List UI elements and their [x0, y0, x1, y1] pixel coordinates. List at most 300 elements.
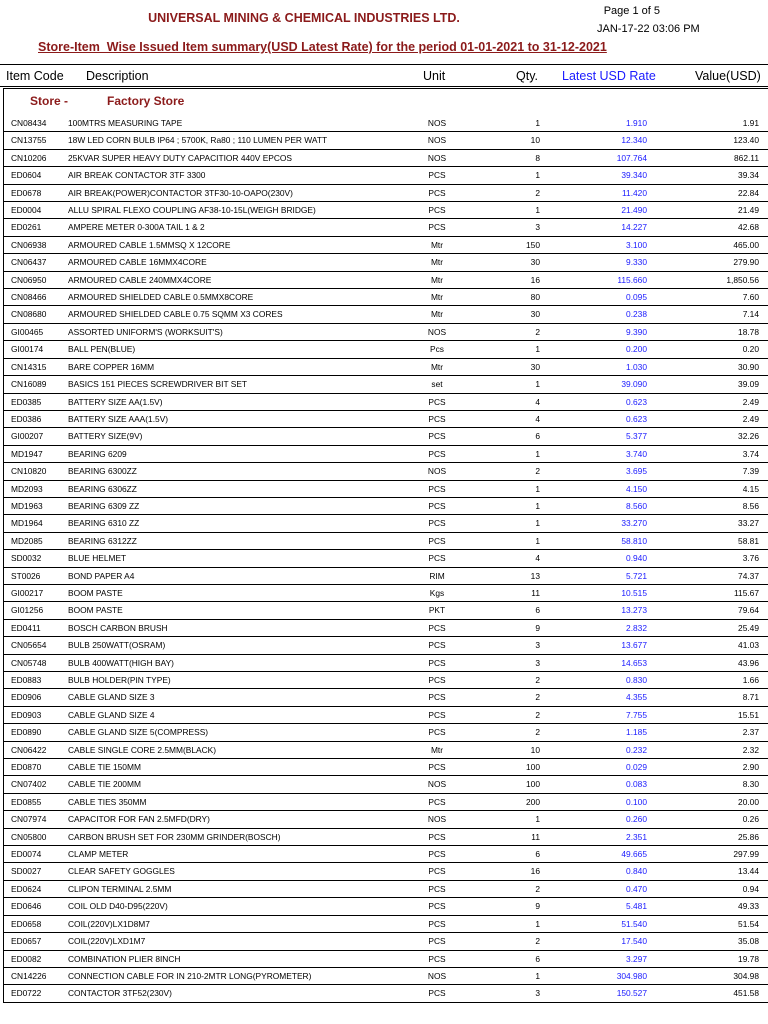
- item-qty: 9: [535, 901, 540, 912]
- item-code: ED0082: [11, 953, 42, 964]
- item-value: 25.49: [738, 622, 759, 633]
- table-row: [4, 411, 768, 428]
- item-qty: 30: [530, 257, 540, 268]
- table-row: [4, 620, 768, 637]
- item-description: COIL OLD D40-D95(220V): [68, 901, 168, 912]
- item-unit: Mtr: [430, 292, 444, 303]
- item-value: 32.26: [738, 431, 759, 442]
- table-row: [4, 846, 768, 863]
- item-description: BEARING 6306ZZ: [68, 483, 137, 494]
- item-description: BULB 400WATT(HIGH BAY): [68, 657, 174, 668]
- item-description: CLAMP METER: [68, 849, 129, 860]
- item-code: ED0870: [11, 762, 42, 773]
- table-row: [4, 707, 768, 724]
- item-unit: PCS: [428, 727, 446, 738]
- item-value: 20.00: [738, 796, 759, 807]
- item-description: ASSORTED UNIFORM'S (WORKSUIT'S): [68, 326, 223, 337]
- item-rate: 107.764: [616, 152, 647, 163]
- table-row: [4, 498, 768, 515]
- company-name: UNIVERSAL MINING & CHEMICAL INDUSTRIES LTD.: [148, 11, 460, 25]
- item-qty: 3: [535, 988, 540, 999]
- item-unit: NOS: [427, 466, 447, 477]
- item-code: GI00174: [11, 344, 44, 355]
- table-row: [4, 689, 768, 706]
- item-description: COIL(220V)LXD1M7: [68, 936, 146, 947]
- table-row: [4, 985, 768, 1002]
- item-qty: 1: [535, 118, 540, 128]
- item-value: 0.26: [742, 814, 759, 825]
- item-code: CN05654: [11, 640, 47, 651]
- item-value: 3.74: [742, 448, 759, 459]
- item-code: CN06950: [11, 274, 47, 285]
- item-description: BATTERY SIZE(9V): [68, 431, 143, 442]
- item-description: BOSCH CARBON BRUSH: [68, 622, 168, 633]
- item-rate: 17.540: [621, 936, 647, 947]
- item-code: CN16089: [11, 379, 47, 390]
- item-code: MD2093: [11, 483, 43, 494]
- store-name: Factory Store: [107, 94, 185, 108]
- item-value: 3.76: [742, 553, 759, 564]
- item-qty: 1: [535, 814, 540, 825]
- item-value: 8.30: [742, 779, 759, 790]
- item-description: BOOM PASTE: [68, 587, 123, 598]
- item-code: ED0890: [11, 727, 42, 738]
- item-description: CONTACTOR 3TF52(230V): [68, 988, 172, 999]
- item-code: ED0624: [11, 883, 42, 894]
- table-row: [4, 132, 768, 149]
- table-row: [4, 359, 768, 376]
- item-description: 100MTRS MEASURING TAPE: [68, 118, 183, 128]
- item-unit: PCS: [428, 692, 446, 703]
- table-row: [4, 463, 768, 480]
- table-row: [4, 341, 768, 358]
- item-rate: 0.029: [626, 762, 647, 773]
- table-row: [4, 724, 768, 741]
- page-number: Page 1 of 5: [603, 5, 660, 17]
- item-unit: PCS: [428, 518, 446, 529]
- item-value: 43.96: [738, 657, 759, 668]
- item-rate: 33.270: [621, 518, 647, 529]
- item-qty: 1: [535, 448, 540, 459]
- item-rate: 0.840: [626, 866, 647, 877]
- item-value: 42.68: [738, 222, 759, 233]
- table-row: [4, 481, 768, 498]
- item-rate: 0.260: [626, 814, 647, 825]
- item-unit: PCS: [428, 883, 446, 894]
- item-value: 1.91: [742, 118, 759, 128]
- item-rate: 9.390: [626, 326, 647, 337]
- item-rate: 3.100: [626, 239, 647, 250]
- col-header-value: Value(USD): [695, 69, 761, 83]
- item-unit: PCS: [428, 831, 446, 842]
- item-rate: 5.721: [626, 570, 647, 581]
- item-qty: 1: [535, 483, 540, 494]
- item-value: 4.15: [742, 483, 759, 494]
- item-unit: PCS: [428, 553, 446, 564]
- col-header-unit: Unit: [423, 69, 446, 83]
- item-qty: 2: [535, 466, 540, 477]
- table-row: [4, 881, 768, 898]
- item-rate: 49.665: [621, 849, 647, 860]
- item-code: CN06422: [11, 744, 47, 755]
- table-row: [4, 968, 768, 985]
- item-value: 451.58: [733, 988, 759, 999]
- item-value: 304.98: [733, 970, 759, 981]
- item-unit: PCS: [428, 640, 446, 651]
- item-description: BOND PAPER A4: [68, 570, 135, 581]
- table-row: [4, 394, 768, 411]
- item-description: BULB HOLDER(PIN TYPE): [68, 675, 171, 685]
- table-row: [4, 672, 768, 689]
- item-description: CABLE TIE 200MM: [68, 779, 141, 790]
- item-value: 1.66: [742, 675, 759, 685]
- item-rate: 39.340: [621, 170, 647, 181]
- item-value: 0.20: [742, 344, 759, 355]
- item-rate: 12.340: [621, 135, 647, 146]
- item-code: ED0906: [11, 692, 42, 703]
- item-rate: 14.227: [621, 222, 647, 233]
- item-code: CN08680: [11, 309, 47, 320]
- item-unit: PCS: [428, 431, 446, 442]
- item-description: AMPERE METER 0-300A TAIL 1 & 2: [68, 222, 205, 233]
- item-qty: 100: [526, 762, 540, 773]
- table-row: [4, 219, 768, 236]
- item-qty: 8: [535, 152, 540, 163]
- item-code: CN06938: [11, 239, 47, 250]
- item-unit: Pcs: [430, 344, 444, 355]
- item-code: ED0385: [11, 396, 42, 407]
- table-row: [4, 167, 768, 184]
- item-rate: 150.527: [616, 988, 647, 999]
- item-code: CN13755: [11, 135, 47, 146]
- item-description: ARMOURED SHIELDED CABLE 0.5MMX8CORE: [68, 292, 254, 303]
- item-value: 49.33: [738, 901, 759, 912]
- item-description: COIL(220V)LX1D8M7: [68, 918, 150, 929]
- item-unit: PCS: [428, 413, 446, 424]
- item-qty: 1: [535, 344, 540, 355]
- item-description: CAPACITOR FOR FAN 2.5MFD(DRY): [68, 814, 210, 825]
- col-header-code: Item Code: [6, 69, 64, 83]
- item-unit: PCS: [428, 396, 446, 407]
- item-rate: 4.150: [626, 483, 647, 494]
- item-qty: 1: [535, 379, 540, 390]
- item-qty: 2: [535, 727, 540, 738]
- item-qty: 6: [535, 431, 540, 442]
- item-unit: NOS: [427, 135, 447, 146]
- table-row: [4, 776, 768, 793]
- item-rate: 1.910: [626, 118, 647, 128]
- item-unit: PCS: [428, 483, 446, 494]
- item-rate: 7.755: [626, 709, 647, 720]
- item-code: ED0658: [11, 918, 42, 929]
- item-qty: 11: [531, 587, 540, 598]
- item-value: 0.94: [742, 883, 759, 894]
- table-row: [4, 655, 768, 672]
- item-code: GI00217: [11, 587, 44, 598]
- item-value: 123.40: [733, 135, 759, 146]
- item-unit: PCS: [428, 796, 446, 807]
- table-row: [4, 254, 768, 271]
- item-description: BATTERY SIZE AA(1.5V): [68, 396, 163, 407]
- item-unit: PCS: [428, 205, 446, 216]
- table-row: [4, 829, 768, 846]
- header-bottom-line: [0, 86, 768, 87]
- item-value: 7.39: [742, 466, 759, 477]
- item-description: ALLU SPIRAL FLEXO COUPLING AF38-10-15L(WEIGH BRIDGE): [68, 205, 316, 216]
- item-qty: 16: [530, 866, 540, 877]
- item-description: CARBON BRUSH SET FOR 230MM GRINDER(BOSCH): [68, 831, 281, 842]
- item-unit: PCS: [428, 936, 446, 947]
- item-rate: 0.232: [626, 744, 647, 755]
- item-value: 7.14: [742, 309, 759, 320]
- item-qty: 6: [535, 953, 540, 964]
- report-datetime: JAN-17-22 03:06 PM: [597, 23, 700, 35]
- col-header-rate: Latest USD Rate: [562, 69, 656, 83]
- report-title: Store-Item Wise Issued Item summary(USD Latest Rate) for the period 01-01-2021 to 31-12-2021: [38, 40, 607, 54]
- item-rate: 8.560: [626, 500, 647, 511]
- item-qty: 1: [535, 170, 540, 181]
- item-value: 21.49: [738, 205, 759, 216]
- table-row: [4, 759, 768, 776]
- item-code: CN10820: [11, 466, 47, 477]
- table-row: [4, 272, 768, 289]
- item-rate: 115.660: [617, 274, 647, 285]
- item-code: GI01256: [11, 605, 44, 616]
- item-qty: 80: [530, 292, 540, 303]
- item-code: CN07974: [11, 814, 47, 825]
- item-description: COMBINATION PLIER 8INCH: [68, 953, 181, 964]
- item-qty: 1: [535, 535, 540, 546]
- item-value: 2.49: [742, 413, 759, 424]
- item-unit: PCS: [428, 988, 446, 999]
- item-rate: 9.330: [626, 257, 647, 268]
- item-value: 19.78: [738, 953, 759, 964]
- item-description: BEARING 6209: [68, 448, 127, 459]
- item-description: BLUE HELMET: [68, 553, 127, 564]
- table-row: [4, 951, 768, 968]
- item-code: MD2085: [11, 535, 43, 546]
- table-row: [4, 515, 768, 532]
- item-code: GI00465: [11, 326, 44, 337]
- item-unit: Mtr: [430, 274, 444, 285]
- item-unit: set: [431, 379, 443, 390]
- item-code: ED0722: [11, 988, 42, 999]
- item-rate: 2.351: [626, 831, 647, 842]
- item-rate: 0.470: [626, 883, 647, 894]
- table-row: [4, 533, 768, 550]
- table-row: [4, 185, 768, 202]
- item-value: 58.81: [738, 535, 759, 546]
- item-qty: 30: [530, 309, 540, 320]
- item-unit: NOS: [427, 326, 447, 337]
- item-description: CABLE GLAND SIZE 5(COMPRESS): [68, 727, 209, 738]
- col-header-qty: Qty.: [516, 69, 538, 83]
- item-value: 35.08: [738, 936, 759, 947]
- item-unit: Kgs: [429, 587, 445, 598]
- table-row: [4, 289, 768, 306]
- table-row: [4, 637, 768, 654]
- item-rate: 1.030: [626, 361, 647, 372]
- item-description: ARMOURED CABLE 16MMX4CORE: [68, 257, 207, 268]
- item-code: CN08434: [11, 118, 47, 128]
- item-value: 115.67: [734, 587, 759, 598]
- item-code: ED0074: [11, 849, 42, 860]
- item-value: 2.49: [742, 396, 759, 407]
- item-value: 13.44: [738, 866, 759, 877]
- item-description: BEARING 6310 ZZ: [68, 518, 140, 529]
- item-qty: 16: [530, 274, 540, 285]
- item-unit: NOS: [427, 152, 447, 163]
- table-row: [4, 898, 768, 915]
- item-value: 15.51: [738, 709, 759, 720]
- item-unit: Mtr: [430, 257, 444, 268]
- item-value: 297.99: [733, 849, 759, 860]
- item-description: CLIPON TERMINAL 2.5MM: [68, 883, 172, 894]
- item-value: 862.11: [734, 152, 759, 163]
- item-unit: Mtr: [430, 361, 444, 372]
- item-code: SD0027: [11, 866, 42, 877]
- item-qty: 4: [535, 413, 540, 424]
- item-value: 279.90: [733, 257, 759, 268]
- item-description: AIR BREAK(POWER)CONTACTOR 3TF30-10-OAPO(230V): [68, 187, 293, 198]
- item-qty: 2: [535, 709, 540, 720]
- table-row: [4, 376, 768, 393]
- item-unit: PCS: [428, 622, 446, 633]
- item-unit: PCS: [428, 918, 446, 929]
- item-rate: 10.515: [621, 587, 647, 598]
- item-unit: PCS: [428, 170, 446, 181]
- item-description: BULB 250WATT(OSRAM): [68, 640, 166, 651]
- item-value: 2.90: [742, 762, 759, 773]
- item-description: BEARING 6300ZZ: [68, 466, 137, 477]
- item-code: ED0411: [11, 622, 41, 633]
- item-description: CABLE GLAND SIZE 3: [68, 692, 155, 703]
- item-rate: 4.355: [626, 692, 647, 703]
- item-value: 1,850.56: [726, 274, 759, 285]
- item-unit: PCS: [428, 762, 446, 773]
- item-rate: 1.185: [626, 727, 647, 738]
- item-code: CN05748: [11, 657, 47, 668]
- item-description: ARMOURED CABLE 1.5MMSQ X 12CORE: [68, 239, 231, 250]
- item-unit: PCS: [428, 448, 446, 459]
- item-code: MD1947: [11, 448, 43, 459]
- item-qty: 9: [535, 622, 540, 633]
- item-rate: 5.377: [626, 431, 647, 442]
- item-unit: PCS: [428, 675, 446, 685]
- item-qty: 200: [526, 796, 540, 807]
- item-unit: PCS: [428, 849, 446, 860]
- item-unit: PCS: [428, 657, 446, 668]
- item-code: ED0604: [11, 170, 42, 181]
- item-rate: 0.623: [626, 413, 647, 424]
- item-rate: 5.481: [626, 901, 647, 912]
- table-row: [4, 568, 768, 585]
- item-qty: 1: [535, 518, 540, 529]
- item-code: CN14226: [11, 970, 47, 981]
- table-row: [4, 150, 768, 167]
- table-row: [4, 811, 768, 828]
- table-row: [4, 202, 768, 219]
- item-code: ED0646: [11, 901, 42, 912]
- table-row: [4, 585, 768, 602]
- item-rate: 0.940: [626, 553, 647, 564]
- item-rate: 0.238: [626, 309, 647, 320]
- header-top-line: [0, 64, 768, 65]
- item-qty: 2: [535, 692, 540, 703]
- item-qty: 4: [535, 553, 540, 564]
- item-description: CABLE GLAND SIZE 4: [68, 709, 155, 720]
- item-rate: 2.832: [626, 622, 647, 633]
- item-rate: 0.100: [626, 796, 647, 807]
- item-description: BARE COPPER 16MM: [68, 361, 155, 372]
- item-code: SD0032: [11, 553, 42, 564]
- item-rate: 3.695: [626, 466, 647, 477]
- item-value: 22.84: [738, 187, 759, 198]
- item-qty: 11: [531, 831, 540, 842]
- item-qty: 2: [535, 883, 540, 894]
- item-value: 79.64: [738, 605, 759, 616]
- table-row: [4, 428, 768, 445]
- item-code: CN10206: [11, 152, 47, 163]
- item-rate: 58.810: [621, 535, 647, 546]
- item-description: BEARING 6312ZZ: [68, 535, 137, 546]
- table-row: [4, 602, 768, 619]
- item-rate: 13.677: [621, 640, 647, 651]
- item-unit: Mtr: [430, 239, 444, 250]
- item-unit: NOS: [427, 814, 447, 825]
- item-value: 465.00: [733, 239, 759, 250]
- item-code: ED0004: [11, 205, 42, 216]
- item-value: 74.37: [738, 570, 759, 581]
- item-qty: 4: [535, 396, 540, 407]
- item-qty: 10: [530, 744, 540, 755]
- item-unit: PCS: [428, 866, 446, 877]
- item-value: 2.32: [742, 744, 759, 755]
- item-rate: 3.297: [626, 953, 647, 964]
- item-rate: 0.623: [626, 396, 647, 407]
- item-qty: 2: [535, 187, 540, 198]
- item-unit: PCS: [428, 187, 446, 198]
- item-code: CN08466: [11, 292, 47, 303]
- col-header-description: Description: [86, 69, 149, 83]
- table-row: [4, 550, 768, 567]
- item-code: ED0678: [11, 187, 42, 198]
- item-qty: 3: [535, 640, 540, 651]
- table-row: [4, 916, 768, 933]
- item-description: BATTERY SIZE AAA(1.5V): [68, 413, 169, 424]
- table-row: [4, 306, 768, 323]
- items-table: [3, 115, 768, 1003]
- item-value: 25.86: [738, 831, 759, 842]
- item-qty: 6: [535, 605, 540, 616]
- item-value: 39.34: [738, 170, 759, 181]
- table-row: [4, 115, 768, 132]
- item-description: CLEAR SAFETY GOGGLES: [68, 866, 175, 877]
- item-code: ED0855: [11, 796, 42, 807]
- item-description: ARMOURED SHIELDED CABLE 0.75 SQMM X3 CORES: [68, 309, 283, 320]
- item-unit: PCS: [428, 709, 446, 720]
- item-qty: 2: [535, 675, 540, 685]
- item-value: 8.71: [742, 692, 759, 703]
- item-qty: 3: [535, 657, 540, 668]
- item-unit: PCS: [428, 901, 446, 912]
- table-row: [4, 742, 768, 759]
- table-row: [4, 794, 768, 811]
- item-unit: PCS: [428, 222, 446, 233]
- item-qty: 150: [526, 239, 540, 250]
- item-unit: PKT: [428, 605, 446, 616]
- item-rate: 0.083: [626, 779, 647, 790]
